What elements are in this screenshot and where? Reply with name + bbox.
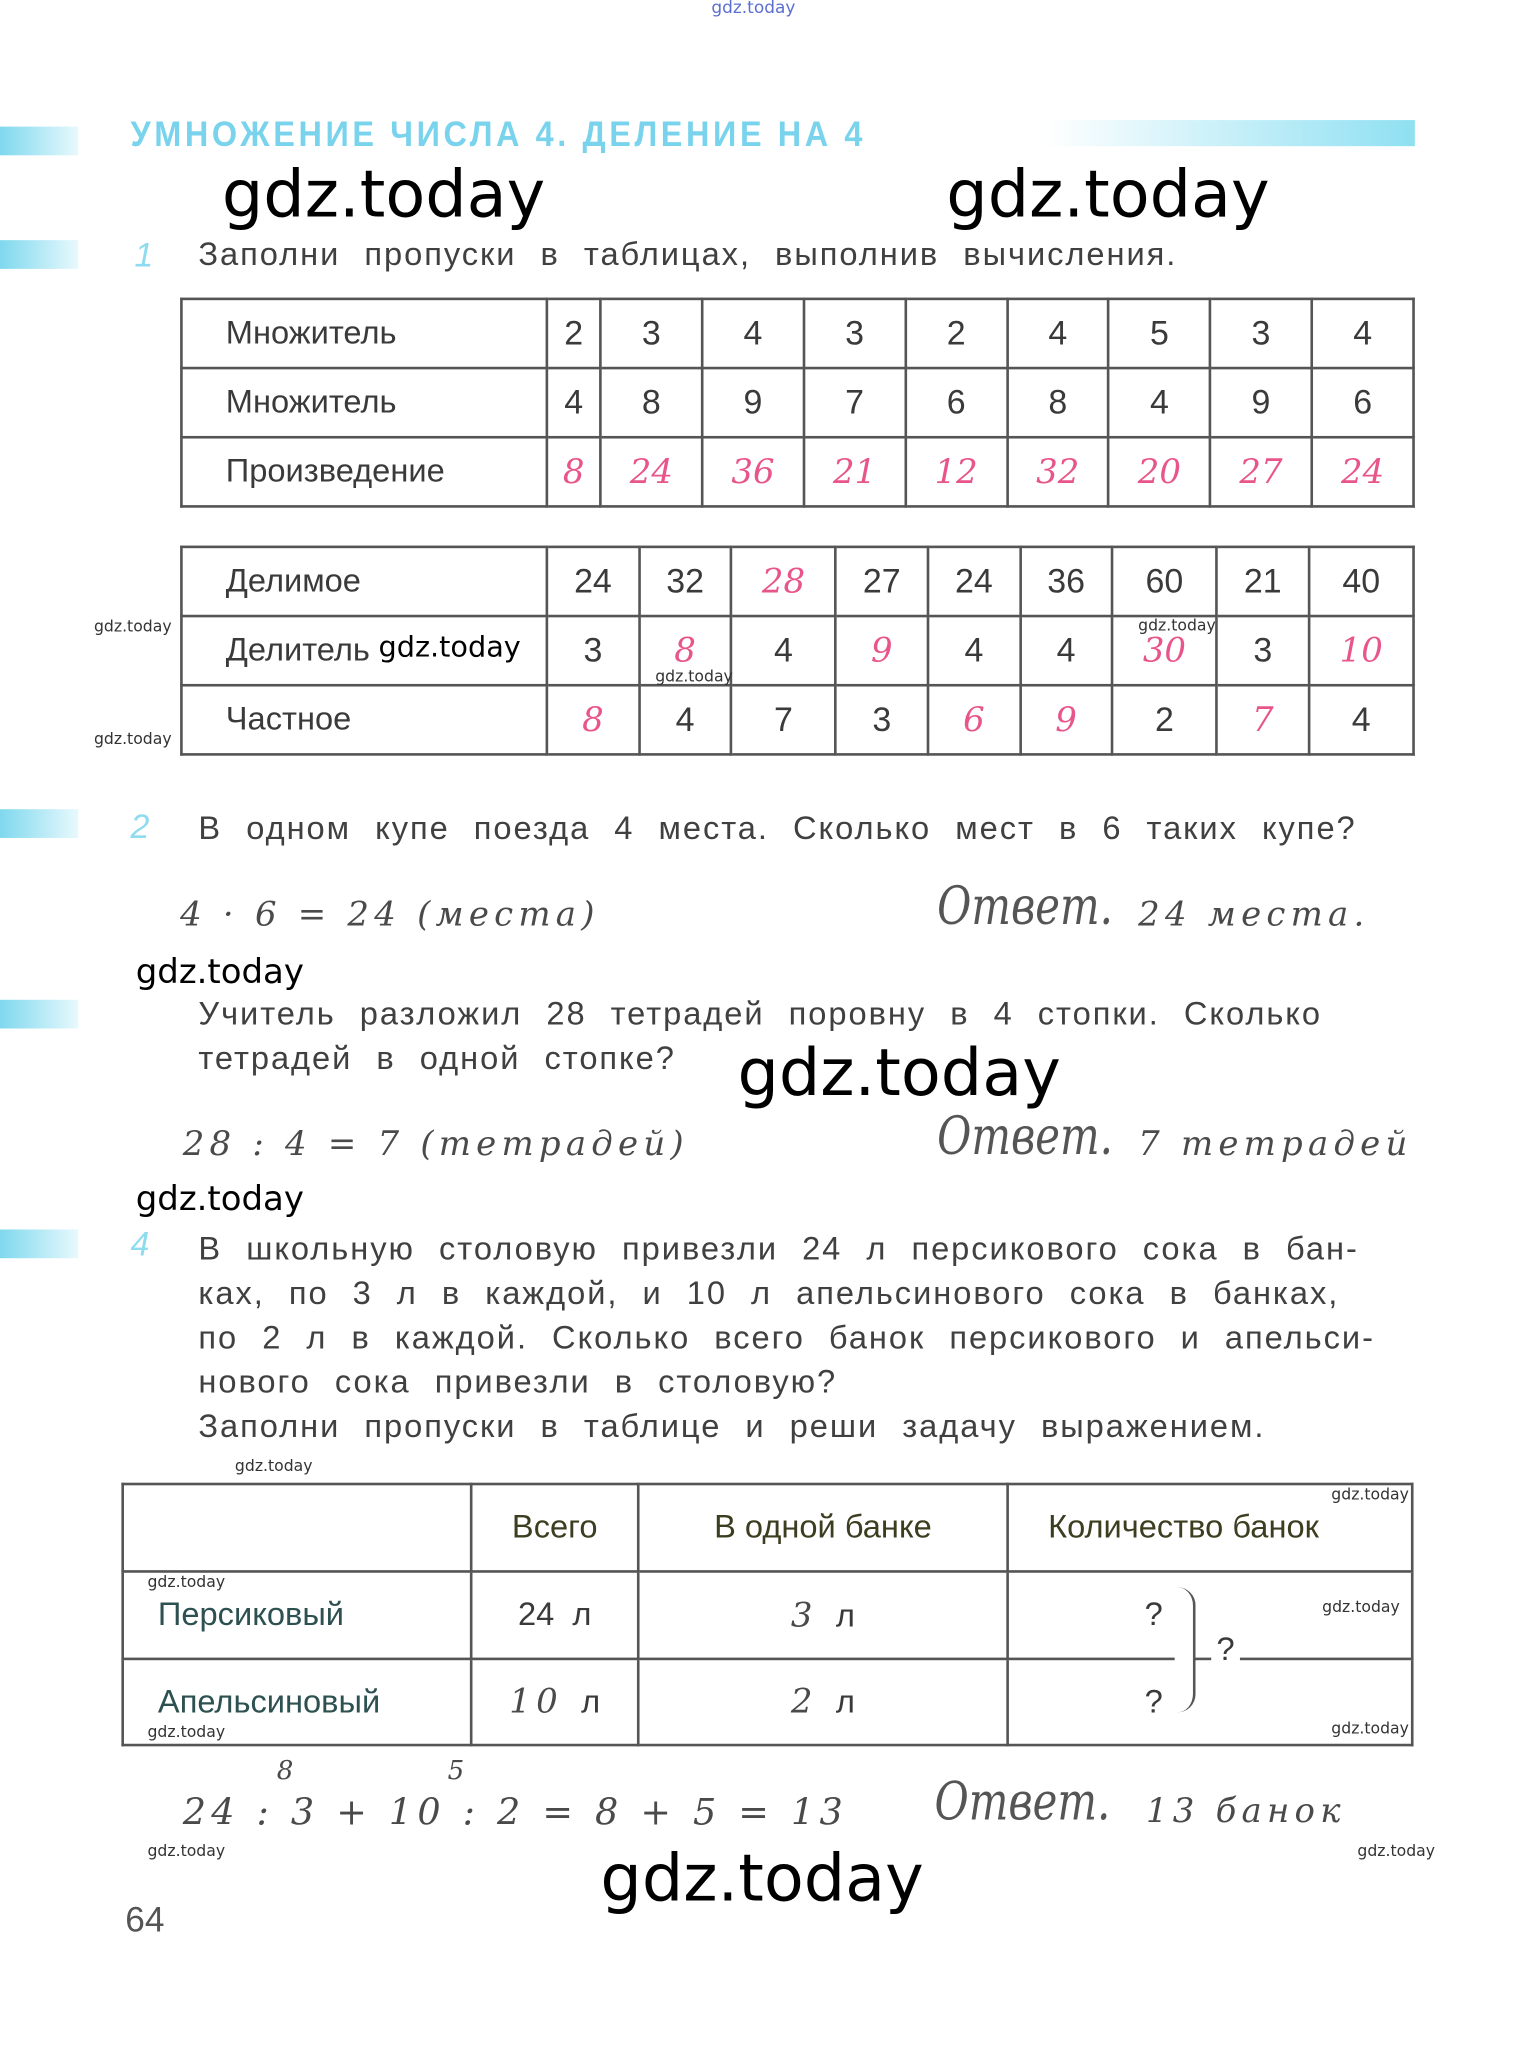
handwritten-answer: 28 <box>761 562 806 602</box>
cell-value: 4 <box>564 382 584 422</box>
table-cell <box>1109 299 1211 368</box>
table-cell <box>1109 368 1211 437</box>
cell-value: 4 <box>774 630 793 670</box>
table-cell <box>836 616 928 685</box>
watermark: gdz.today <box>1357 1841 1436 1860</box>
cell-value: 27 <box>862 561 901 601</box>
cell-value: 2 <box>564 313 584 353</box>
title-bar-decoration <box>1044 120 1415 146</box>
task4-line: Заполни пропуски в таблице и реши задачу выражением. <box>198 1408 1266 1445</box>
table-row <box>181 616 1413 685</box>
answer-label: Ответ. <box>937 877 1113 938</box>
handwritten-answer: 6 <box>963 700 985 741</box>
table-cell <box>702 299 804 368</box>
table-cell <box>1210 368 1312 437</box>
watermark: gdz.today <box>93 729 172 748</box>
answer-label: Ответ. <box>934 1772 1111 1833</box>
task2-solution: 4 · 6 = 24 (места) <box>180 895 600 935</box>
handwritten-answer: 12 <box>934 452 978 493</box>
cell-value: 3 <box>641 313 661 353</box>
table-row <box>181 547 1413 616</box>
cell-value: 24 <box>574 561 612 601</box>
row-label: Множитель <box>181 368 546 437</box>
row-label: Частное <box>181 685 546 754</box>
row-label: Множитель <box>181 299 546 368</box>
task-number: 1 <box>134 234 154 275</box>
table-cell <box>1312 437 1414 506</box>
count-value: ? <box>1144 1596 1163 1633</box>
watermark: gdz.today <box>655 666 733 686</box>
handwritten-answer: 9 <box>1055 700 1077 741</box>
table-cell <box>601 437 703 506</box>
cell-value: 3 <box>1251 313 1271 353</box>
handwritten-answer: 30 <box>1142 631 1187 671</box>
cell-value: 2 <box>946 313 966 353</box>
table-cell <box>1210 437 1312 506</box>
table-cell <box>1309 616 1414 685</box>
cell-value: 4 <box>675 699 695 739</box>
cell-value: 32 <box>666 561 704 601</box>
per-jar-value: 2 <box>790 1682 818 1722</box>
table-cell <box>1007 437 1109 506</box>
watermark: gdz.today <box>234 1456 313 1475</box>
watermark: gdz.today <box>1322 1597 1400 1616</box>
task4-solution: 24 : 3 + 10 : 2 = 8 + 5 = 13 <box>182 1790 848 1834</box>
cell-value: 40 <box>1342 561 1381 601</box>
total-cell <box>471 1659 638 1745</box>
table-cell <box>731 616 836 685</box>
table-cell <box>547 437 601 506</box>
handwritten-answer: 20 <box>1137 452 1181 493</box>
table-cell <box>702 437 804 506</box>
table-cell <box>1112 547 1217 616</box>
total-cell <box>471 1571 638 1658</box>
unit: л <box>581 1683 601 1721</box>
table-cell <box>836 547 928 616</box>
cell-value: 4 <box>1048 313 1068 353</box>
brace-icon <box>1175 1587 1196 1712</box>
table-cell <box>1312 368 1414 437</box>
task1-text: Заполни пропуски в таблицах, выполнив вычисления. <box>198 236 1178 273</box>
handwritten-answer: 24 <box>629 452 673 493</box>
handwritten-answer: 8 <box>582 700 604 741</box>
table-cell <box>804 368 906 437</box>
margin-bar <box>0 1000 78 1029</box>
cell-value: 5 <box>1149 313 1169 353</box>
task2-answer: 24 места. <box>1138 895 1370 935</box>
task3-answer: 7 тетрадей <box>1138 1125 1413 1165</box>
margin-bar <box>0 127 78 156</box>
cell-value: 3 <box>1253 630 1273 670</box>
intermediate-note: 5 <box>447 1754 470 1786</box>
watermark: gdz.today <box>946 156 1270 233</box>
header-jar-count: Количество банок <box>1008 1484 1413 1571</box>
handwritten-answer: 36 <box>731 452 775 493</box>
cell-value: 4 <box>1149 382 1169 422</box>
total-value: 10 <box>509 1682 563 1722</box>
watermark: gdz.today <box>135 1179 304 1220</box>
multiplication-table <box>180 298 1415 508</box>
row-label: Персиковый <box>123 1571 471 1658</box>
margin-bar <box>0 1229 78 1258</box>
intermediate-note: 8 <box>276 1754 299 1786</box>
handwritten-answer: 9 <box>870 631 893 671</box>
task-number: 2 <box>130 806 150 846</box>
task4-line: ках, по 3 л в каждой, и 10 л апельсинового сока в банках, <box>198 1275 1340 1312</box>
watermark: gdz.today <box>147 1841 226 1860</box>
handwritten-answer: 7 <box>1251 700 1274 741</box>
cell-value: 3 <box>845 313 865 353</box>
cell-value: 4 <box>743 313 763 353</box>
row-label: Делитель <box>181 616 546 685</box>
task4-line: В школьную столовую привезли 24 л персикового сока в бан- <box>198 1230 1359 1268</box>
cell-value: 36 <box>1047 561 1085 601</box>
cell-value: 4 <box>1353 313 1373 353</box>
table-row <box>181 685 1413 754</box>
table-cell <box>731 685 836 754</box>
cell-value: 7 <box>845 382 865 422</box>
watermark: gdz.today <box>147 1722 226 1742</box>
table-cell <box>1309 685 1414 754</box>
watermark: gdz.today <box>1138 616 1216 635</box>
juice-table <box>121 1483 1413 1747</box>
cell-value: 21 <box>1243 561 1282 601</box>
table-cell <box>1217 547 1309 616</box>
handwritten-answer: 8 <box>562 452 585 493</box>
table-row <box>181 368 1413 437</box>
table-cell <box>1020 547 1112 616</box>
page-number: 64 <box>125 1900 165 1940</box>
table-cell <box>731 547 836 616</box>
handwritten-answer: 32 <box>1036 452 1080 493</box>
row-label: Делимое <box>181 547 546 616</box>
table-cell <box>1312 299 1414 368</box>
task4-answer: 13 банок <box>1145 1792 1346 1832</box>
table-cell <box>905 368 1007 437</box>
task4-line: по 2 л в каждой. Сколько всего банок персикового и апельси- <box>198 1319 1375 1357</box>
cell-value: 8 <box>641 382 661 422</box>
page-title: УМНОЖЕНИЕ ЧИСЛА 4. ДЕЛЕНИЕ НА 4 <box>130 114 867 155</box>
handwritten-answer: 21 <box>832 452 877 493</box>
cell-value: 7 <box>774 699 793 739</box>
cell-value: 3 <box>583 630 603 670</box>
handwritten-answer: 27 <box>1239 452 1283 493</box>
table-cell <box>1020 685 1112 754</box>
table-cell <box>639 685 731 754</box>
table-cell <box>601 368 703 437</box>
watermark: gdz.today <box>93 617 172 636</box>
watermark: gdz.today <box>737 1035 1061 1111</box>
handwritten-answer: 10 <box>1339 631 1383 671</box>
table-cell <box>547 616 639 685</box>
task2-text: В одном купе поезда 4 места. Сколько мест в 6 таких купе? <box>198 810 1357 848</box>
header-per-jar: В одной банке <box>638 1484 1007 1571</box>
watermark: gdz.today <box>600 1840 924 1917</box>
unit: л <box>835 1596 855 1634</box>
table-cell <box>547 685 639 754</box>
table-cell <box>905 299 1007 368</box>
watermark: gdz.today <box>135 952 304 992</box>
cell-value: 4 <box>1056 630 1076 670</box>
table-cell <box>639 547 731 616</box>
per-jar-cell <box>638 1571 1007 1658</box>
table-cell <box>1109 437 1211 506</box>
handwritten-answer: 24 <box>1341 452 1385 493</box>
per-jar-value: 3 <box>790 1595 818 1635</box>
answer-label: Ответ. <box>937 1106 1113 1167</box>
task3-line1: Учитель разложил 28 тетрадей поровну в 4 стопки. Сколько <box>198 995 1323 1033</box>
table-cell <box>1112 685 1217 754</box>
cell-value: 6 <box>946 382 966 422</box>
cell-value: 2 <box>1155 699 1174 739</box>
table-cell <box>1217 616 1309 685</box>
unit: л <box>835 1683 855 1721</box>
total-value: 24 <box>517 1596 555 1633</box>
row-label: Апельсиновый <box>123 1659 471 1745</box>
watermark: gdz.today <box>378 631 521 665</box>
header-total: Всего <box>471 1484 638 1571</box>
table-cell <box>547 299 601 368</box>
watermark: gdz.today <box>221 156 546 233</box>
watermark: gdz.today <box>1331 1485 1409 1504</box>
table-cell <box>547 547 639 616</box>
task4-line: нового сока привезли в столовую? <box>198 1363 838 1401</box>
unit: л <box>572 1596 592 1633</box>
cell-value: 4 <box>1351 699 1371 739</box>
cell-value: 60 <box>1145 561 1184 601</box>
table-cell <box>1210 299 1312 368</box>
header-empty <box>123 1484 471 1571</box>
cell-value: 24 <box>955 561 993 601</box>
task3-line2: тетрадей в одной стопке? <box>198 1040 676 1077</box>
table-cell <box>804 437 906 506</box>
watermark: gdz.today <box>147 1572 226 1592</box>
cell-value: 8 <box>1048 382 1068 422</box>
table-row <box>181 299 1413 368</box>
watermark: gdz.today <box>1331 1718 1409 1738</box>
margin-bar <box>0 809 78 838</box>
table-cell <box>547 368 601 437</box>
count-value: ? <box>1144 1683 1163 1720</box>
table-cell <box>804 299 906 368</box>
table-cell <box>702 368 804 437</box>
table-cell <box>1309 547 1414 616</box>
table-cell <box>836 685 928 754</box>
top-watermark: gdz.today <box>711 0 796 19</box>
cell-value: 3 <box>872 699 892 739</box>
per-jar-cell <box>638 1659 1007 1745</box>
margin-bar <box>0 240 78 269</box>
table-cell <box>1020 616 1112 685</box>
table-cell <box>1217 685 1309 754</box>
row-label: Произведение <box>181 437 546 506</box>
table-cell <box>928 616 1020 685</box>
table-cell <box>928 547 1020 616</box>
table-cell <box>601 299 703 368</box>
table-cell <box>1007 299 1109 368</box>
table-cell <box>928 685 1020 754</box>
task-number: 4 <box>130 1224 150 1264</box>
table-cell <box>1007 368 1109 437</box>
cell-value: 9 <box>1251 382 1271 422</box>
cell-value: 9 <box>743 382 763 422</box>
table-row <box>181 437 1413 506</box>
handwritten-answer: 8 <box>674 631 696 671</box>
table-cell <box>905 437 1007 506</box>
task3-solution: 28 : 4 = 7 (тетрадей) <box>182 1125 689 1165</box>
task4-text <box>198 1227 1375 1449</box>
division-table <box>180 546 1415 756</box>
sum-question: ? <box>1211 1632 1240 1670</box>
cell-value: 6 <box>1353 382 1373 422</box>
cell-value: 4 <box>964 630 984 670</box>
